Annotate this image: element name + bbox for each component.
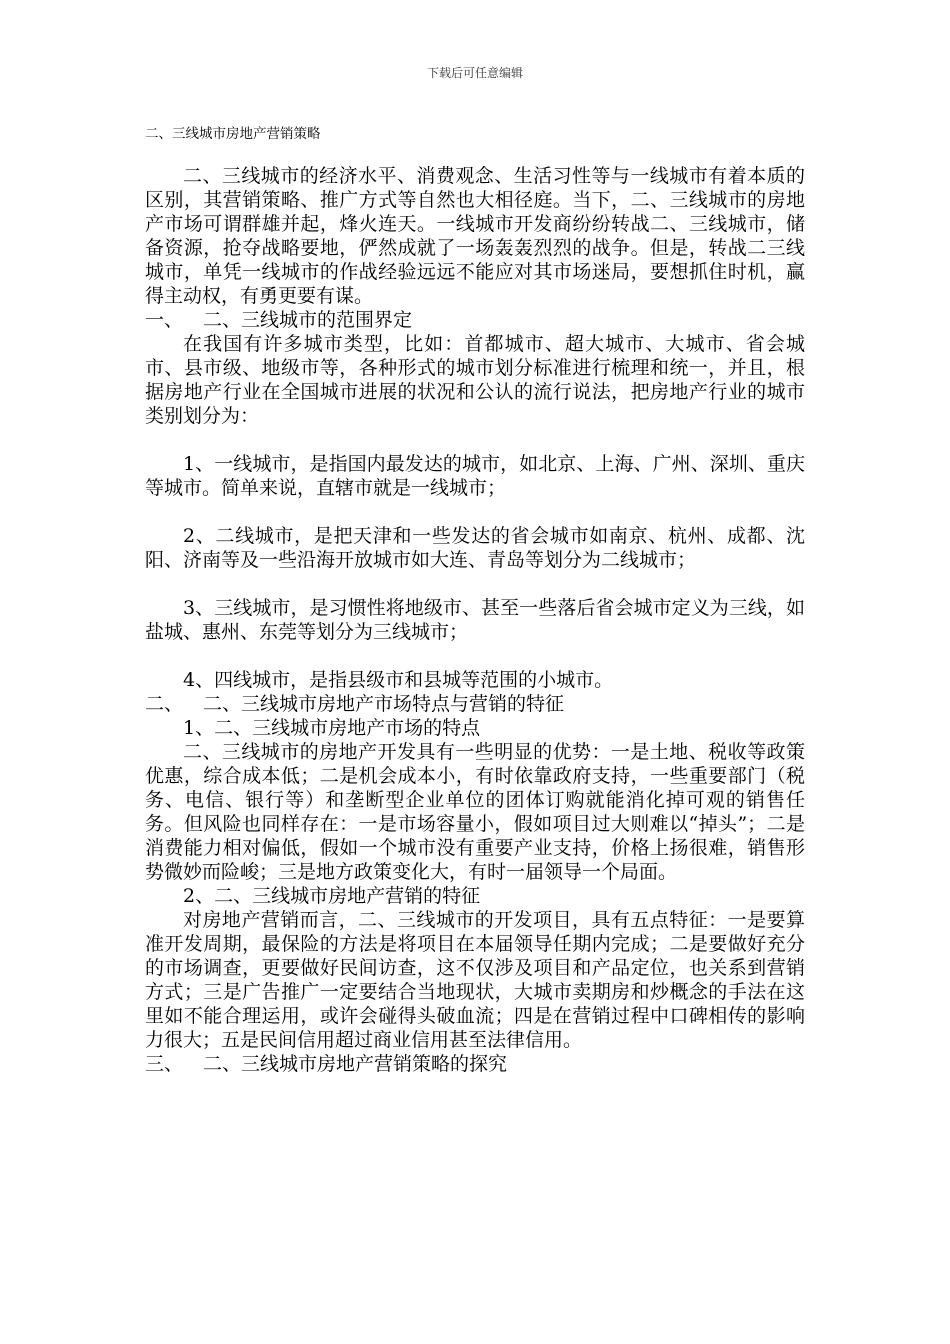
section-1-number: 一、 xyxy=(145,309,184,331)
section-3-number: 三、 xyxy=(145,1053,184,1075)
section-3-title: 二、三线城市房地产营销策略的探究 xyxy=(203,1053,508,1075)
section-1-intro: 在我国有许多城市类型，比如：首都城市、超大城市、大城市、省会城市、县市级、地级市等，各种形式的城市划分标准进行梳理和统一，并且，根据房地产行业在全国城市进展的状况和公认的流行说法，把房地产行业的城市类别划分为： xyxy=(145,333,805,427)
subsection-2-title: 2、二、三线城市房地产营销的特征 xyxy=(183,885,481,907)
intro-paragraph: 二、三线城市的经济水平、消费观念、生活习性等与一线城市有着本质的区别，其营销策略、推广方式等自然也大相径庭。当下，二、三线城市的房地产市场可谓群雄并起，烽火连天。一线城市开发商纷纷转战二、三线城市，储备资源，抢夺战略要地，俨然成就了一场轰轰烈烈的战争。但是，转战二三线城市，单凭一线城市的作战经验远远不能应对其市场迷局，要想抓住时机，赢得主动权，有勇更要有谋。 xyxy=(145,165,805,307)
city-tier-item: 1、一线城市，是指国内最发达的城市，如北京、上海、广州、深圳、重庆等城市。简单来说，直辖市就是一线城市； xyxy=(145,453,805,499)
subsection-1-text: 二、三线城市的房地产开发具有一些明显的优势：一是土地、税收等政策优惠，综合成本低；二是机会成本小，有时依靠政府支持，一些重要部门（税务、电信、银行等）和垄断型企业单位的团体订购就能消化掉可观的销售任务。但风险也同样存在：一是市场容量小，假如项目过大则难以“掉头”；二是消费能力相对偏低，假如一个城市没有重要产业支持，价格上扬很难，销售形势微妙而险峻；三是地方政策变化大，有时一届领导一个局面。 xyxy=(145,741,805,883)
document-body xyxy=(145,164,805,1076)
section-1-title: 二、三线城市的范围界定 xyxy=(203,309,413,331)
document-title: 二、三线城市房地产营销策略 xyxy=(145,126,321,142)
city-tier-item: 2、二线城市，是把天津和一些发达的省会城市如南京、杭州、成都、沈阳、济南等及一些沿海开放城市如大连、青岛等划分为二线城市； xyxy=(145,525,805,571)
section-3-heading xyxy=(145,1052,805,1076)
section-2-title: 二、三线城市房地产市场特点与营销的特征 xyxy=(203,693,565,715)
section-2-heading xyxy=(145,692,805,716)
section-1-heading xyxy=(145,308,805,332)
subsection-2-text: 对房地产营销而言，二、三线城市的开发项目，具有五点特征：一是要算准开发周期，最保险的方法是将项目在本届领导任期内完成；二是要做好充分的市场调查，更要做好民间访查，这不仅涉及项目和产品定位，也关系到营销方式；三是广告推广一定要结合当地现状，大城市卖期房和炒概念的手法在这里如不能合理运用，或许会碰得头破血流；四是在营销过程中口碑相传的影响力很大；五是民间信用超过商业信用甚至法律信用。 xyxy=(145,909,805,1051)
page-header-note: 下载后可任意编辑 xyxy=(426,66,523,80)
subsection-1-title: 1、二、三线城市房地产市场的特点 xyxy=(183,717,481,739)
section-2-number: 二、 xyxy=(145,693,184,715)
document-content xyxy=(145,124,805,1076)
city-tier-item: 3、三线城市，是习惯性将地级市、甚至一些落后省会城市定义为三线，如盐城、惠州、东莞等划分为三线城市； xyxy=(145,597,805,643)
city-tier-item: 4、四线城市，是指县级市和县城等范围的小城市。 xyxy=(183,669,614,691)
